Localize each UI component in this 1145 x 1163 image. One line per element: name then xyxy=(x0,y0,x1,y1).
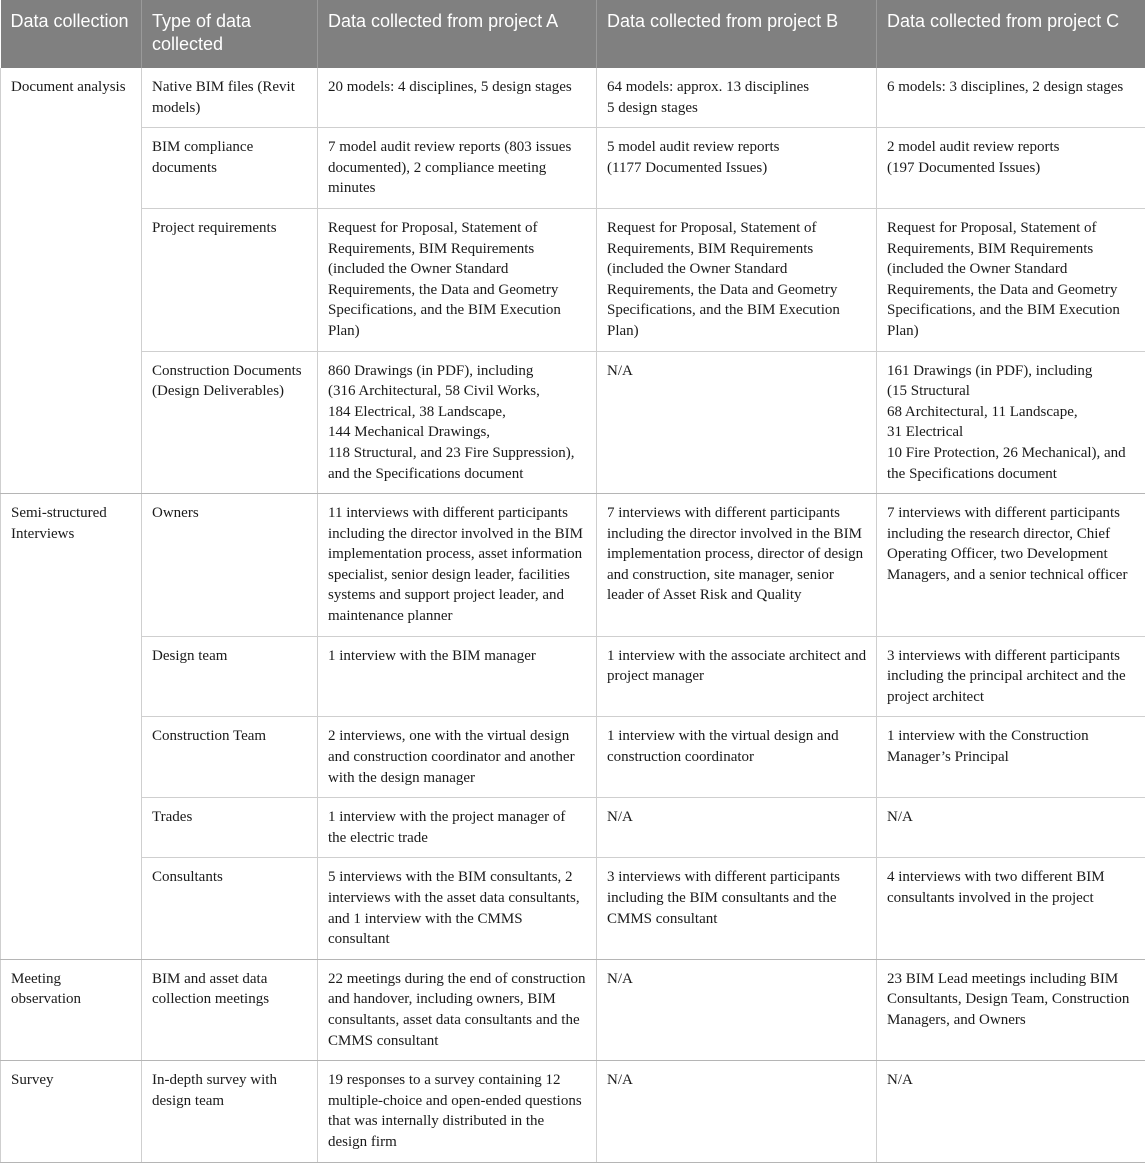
project-b-cell: 7 interviews with different participants including the director involved in the BIM implementation process, director of design and construction, site manager, senior leader of Asset Risk and Quality xyxy=(597,494,877,637)
project-b-cell: Request for Proposal, Statement of Requirements, BIM Requirements (included the Owner Standard Requirements, the Data and Geometry Specifications, and the BIM Execution Plan) xyxy=(597,208,877,351)
table-row xyxy=(1,208,1145,351)
table-row xyxy=(1,959,1145,1060)
table-row xyxy=(1,717,1145,798)
type-cell: Project requirements xyxy=(142,208,318,351)
project-b-cell: 64 models: approx. 13 disciplines 5 design stages xyxy=(597,68,877,128)
project-a-cell: 20 models: 4 disciplines, 5 design stages xyxy=(318,68,597,128)
header-project-a: Data collected from project A xyxy=(318,0,597,68)
type-cell: Consultants xyxy=(142,858,318,959)
project-c-cell: 6 models: 3 disciplines, 2 design stages xyxy=(877,68,1145,128)
project-a-cell: 7 model audit review reports (803 issues documented), 2 compliance meeting minutes xyxy=(318,128,597,209)
header-project-b: Data collected from project B xyxy=(597,0,877,68)
project-c-cell: 4 interviews with two different BIM consultants involved in the project xyxy=(877,858,1145,959)
type-cell: Construction Documents (Design Deliverables) xyxy=(142,351,318,494)
project-b-cell: N/A xyxy=(597,351,877,494)
project-b-cell: N/A xyxy=(597,1061,877,1162)
category-cell: Semi-structured Interviews xyxy=(1,494,142,960)
project-c-cell: N/A xyxy=(877,1061,1145,1162)
project-a-cell: 5 interviews with the BIM consultants, 2 interviews with the asset data consultants, and 1 interview with the CMMS consultant xyxy=(318,858,597,959)
project-c-cell: 7 interviews with different participants including the research director, Chief Operating Officer, two Development Managers, and a senior technical officer xyxy=(877,494,1145,637)
project-b-cell: N/A xyxy=(597,798,877,858)
table-row xyxy=(1,858,1145,959)
header-row xyxy=(1,0,1145,68)
project-a-cell: Request for Proposal, Statement of Requirements, BIM Requirements (included the Owner Standard Requirements, the Data and Geometry Specifications, and the BIM Execution Plan) xyxy=(318,208,597,351)
project-b-cell: 3 interviews with different participants including the BIM consultants and the CMMS consultant xyxy=(597,858,877,959)
table-row xyxy=(1,1061,1145,1162)
project-a-cell: 860 Drawings (in PDF), including (316 Architectural, 58 Civil Works, 184 Electrical, 38 Landscape, 144 Mechanical Drawings, 118 Structural, and 23 Fire Suppression), and the Specifications document xyxy=(318,351,597,494)
table-body xyxy=(1,68,1145,1162)
header-project-c: Data collected from project C xyxy=(877,0,1145,68)
type-cell: Native BIM files (Revit models) xyxy=(142,68,318,128)
project-a-cell: 19 responses to a survey containing 12 multiple-choice and open-ended questions that was internally distributed in the design firm xyxy=(318,1061,597,1162)
project-b-cell: N/A xyxy=(597,959,877,1060)
project-a-cell: 11 interviews with different participants including the director involved in the BIM implementation process, asset information specialist, senior design leader, facilities systems and support project leader, and maintenance planner xyxy=(318,494,597,637)
table-row xyxy=(1,798,1145,858)
project-b-cell: 5 model audit review reports (1177 Documented Issues) xyxy=(597,128,877,209)
category-cell: Survey xyxy=(1,1061,142,1162)
project-b-cell: 1 interview with the associate architect and project manager xyxy=(597,636,877,717)
project-c-cell: 161 Drawings (in PDF), including (15 Structural 68 Architectural, 11 Landscape, 31 Electrical 10 Fire Protection, 26 Mechanical), and the Specifications document xyxy=(877,351,1145,494)
project-c-cell: 3 interviews with different participants including the principal architect and the project architect xyxy=(877,636,1145,717)
header-type-of-data: Type of data collected xyxy=(142,0,318,68)
project-a-cell: 1 interview with the BIM manager xyxy=(318,636,597,717)
table-header xyxy=(1,0,1145,68)
table-row xyxy=(1,128,1145,209)
project-a-cell: 2 interviews, one with the virtual design and construction coordinator and another with the design manager xyxy=(318,717,597,798)
type-cell: Design team xyxy=(142,636,318,717)
category-cell: Document analysis xyxy=(1,68,142,494)
project-a-cell: 1 interview with the project manager of the electric trade xyxy=(318,798,597,858)
table-row xyxy=(1,636,1145,717)
type-cell: Trades xyxy=(142,798,318,858)
type-cell: Construction Team xyxy=(142,717,318,798)
type-cell: In-depth survey with design team xyxy=(142,1061,318,1162)
project-c-cell: 2 model audit review reports (197 Documented Issues) xyxy=(877,128,1145,209)
table-row xyxy=(1,494,1145,637)
type-cell: BIM compliance documents xyxy=(142,128,318,209)
project-a-cell: 22 meetings during the end of construction and handover, including owners, BIM consultants, asset data consultants and the CMMS consultant xyxy=(318,959,597,1060)
table-row xyxy=(1,351,1145,494)
project-c-cell: 1 interview with the Construction Manager’s Principal xyxy=(877,717,1145,798)
type-cell: BIM and asset data collection meetings xyxy=(142,959,318,1060)
header-data-collection: Data collection xyxy=(1,0,142,68)
project-c-cell: 23 BIM Lead meetings including BIM Consultants, Design Team, Construction Managers, and Owners xyxy=(877,959,1145,1060)
project-b-cell: 1 interview with the virtual design and construction coordinator xyxy=(597,717,877,798)
type-cell: Owners xyxy=(142,494,318,637)
project-c-cell: Request for Proposal, Statement of Requirements, BIM Requirements (included the Owner Standard Requirements, the Data and Geometry Specifications, and the BIM Execution Plan) xyxy=(877,208,1145,351)
project-c-cell: N/A xyxy=(877,798,1145,858)
category-cell: Meeting observation xyxy=(1,959,142,1060)
table-row xyxy=(1,68,1145,128)
